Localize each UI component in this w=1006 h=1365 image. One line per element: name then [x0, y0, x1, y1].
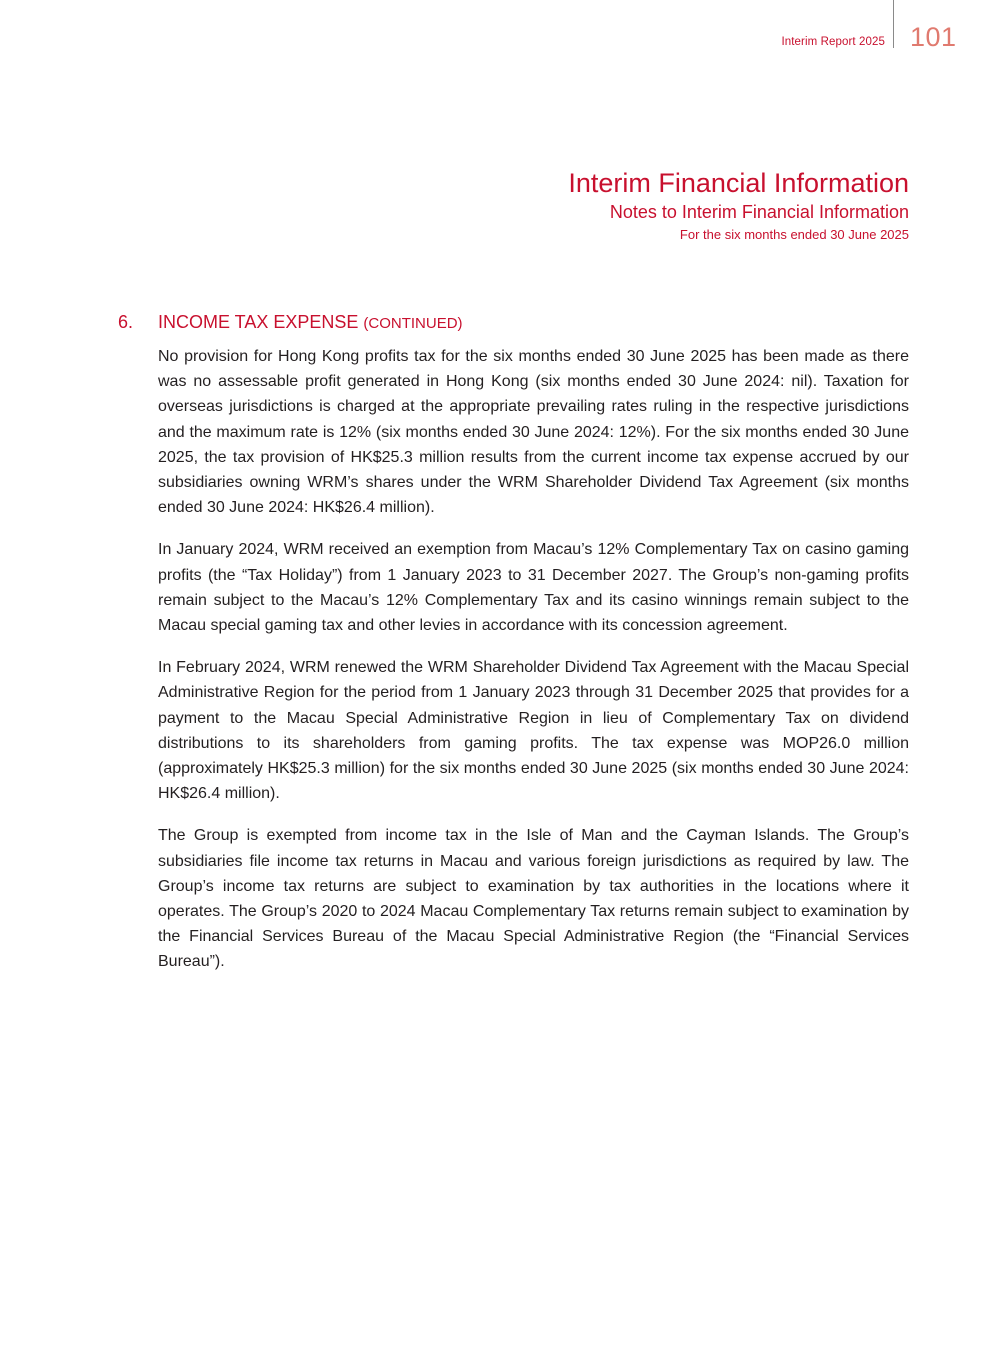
- page-title: Interim Financial Information: [568, 168, 909, 198]
- page-period: For the six months ended 30 June 2025: [679, 227, 909, 242]
- page-subtitle: Notes to Interim Financial Information: [609, 202, 909, 222]
- section-continued: (CONTINUED): [363, 315, 463, 332]
- section-number: 6.: [118, 312, 134, 332]
- title-block: [568, 166, 909, 246]
- header-divider: [893, 0, 894, 48]
- income-tax-section: [118, 310, 909, 992]
- paragraph: No provision for Hong Kong profits tax for the six months ended 30 June 2025 has been made as there was no assessable profit generated in Hong Kong (six months ended 30 June 2024: nil). Taxation for overseas jurisdictions is charged at the appropriate prevailing rates ruling in the respective jurisdictions and the maximum rate is 12% (six months ended 30 June 2024: 12%). For the six months ended 30 June 2025, the tax provision of HK$25.3 million results from the current income tax expense accrued by our subsidiaries owning WRM’s shares under the WRM Shareholder Dividend Tax Agreement (six months ended 30 June 2024: HK$26.4 million).: [158, 348, 909, 517]
- paragraph: In January 2024, WRM received an exemption from Macau’s 12% Complementary Tax on casino gaming profits (the “Tax Holiday”) from 1 January 2023 to 31 December 2027. The Group’s non-gaming profits remain subject to the Macau’s 12% Complementary Tax and its casino winnings remain subject to the Macau special gaming tax and other levies in accordance with its concession agreement.: [158, 541, 909, 635]
- report-label: Interim Report 2025: [781, 36, 885, 48]
- paragraph: The Group is exempted from income tax in the Isle of Man and the Cayman Islands. The Group’s subsidiaries file income tax returns in Macau and various foreign jurisdictions as required by law. The Group’s income tax returns are subject to examination by tax authorities in the locations where it operates. The Group’s 2020 to 2024 Macau Complementary Tax returns remain subject to examination by the Financial Services Bureau of the Macau Special Administrative Region (the “Financial Services Bureau”).: [158, 827, 909, 971]
- page-number: 101: [910, 22, 957, 52]
- paragraph: In February 2024, WRM renewed the WRM Shareholder Dividend Tax Agreement with the Macau Special Administrative Region for the period from 1 January 2023 through 31 December 2025 that provides for a payment to the Macau Special Administrative Region in lieu of Complementary Tax on dividend distributions to its shareholders from gaming profits. The tax expense was MOP26.0 million (approximately HK$25.3 million) for the six months ended 30 June 2025 (six months ended 30 June 2024: HK$26.4 million).: [158, 659, 909, 803]
- section-heading: [118, 310, 909, 336]
- section-title: INCOME TAX EXPENSE: [158, 312, 359, 332]
